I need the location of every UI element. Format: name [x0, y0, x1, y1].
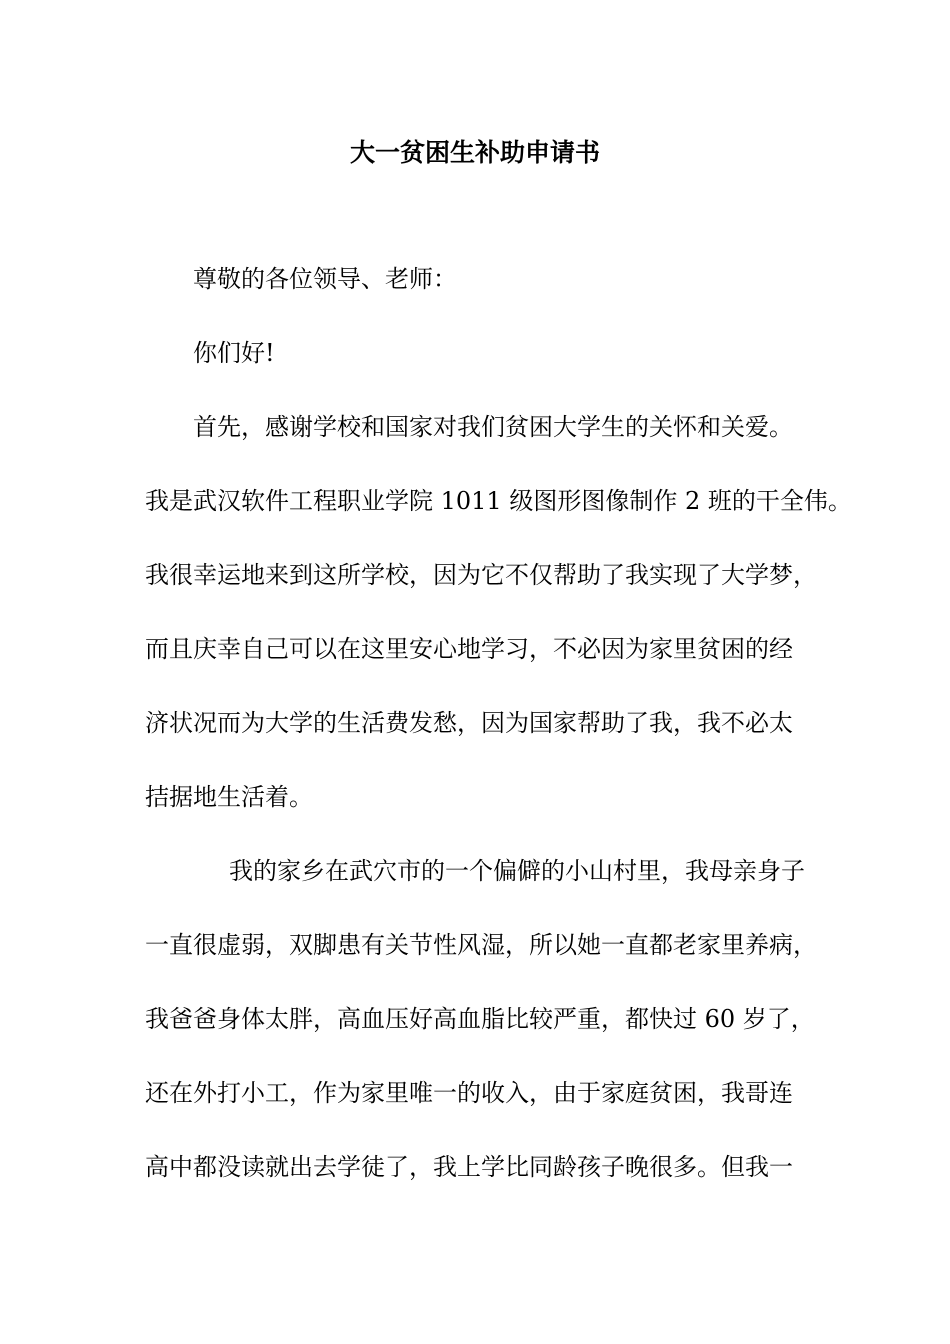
paragraph-line: 高中都没读就出去学徒了，我上学比同龄孩子晚很多。但我一: [145, 1153, 793, 1181]
paragraph-line: 拮据地生活着。: [145, 783, 313, 811]
paragraph-line: 我爸爸身体太胖，高血压好高血脂比较严重，都快过 60 岁了，: [145, 1005, 815, 1033]
paragraph-line: 首先，感谢学校和国家对我们贫困大学生的关怀和关爱。: [193, 413, 793, 441]
salutation: 尊敬的各位领导、老师：: [193, 265, 457, 293]
paragraph-line: 我的家乡在武穴市的一个偏僻的小山村里，我母亲身子: [229, 857, 805, 885]
greeting: 你们好!: [193, 339, 275, 367]
paragraph-line: 还在外打小工，作为家里唯一的收入，由于家庭贫困，我哥连: [145, 1079, 793, 1107]
document-title: 大一贫困生补助申请书: [349, 138, 600, 167]
paragraph-line: 而且庆幸自己可以在这里安心地学习，不必因为家里贫困的经: [145, 635, 793, 663]
paragraph-line: 我很幸运地来到这所学校，因为它不仅帮助了我实现了大学梦，: [145, 561, 817, 589]
paragraph-line: 我是武汉软件工程职业学院 1011 级图形图像制作 2 班的干全伟。: [145, 487, 852, 515]
paragraph-line: 一直很虚弱，双脚患有关节性风湿，所以她一直都老家里养病，: [145, 931, 817, 959]
paragraph-line: 济状况而为大学的生活费发愁，因为国家帮助了我，我不必太: [145, 709, 793, 737]
